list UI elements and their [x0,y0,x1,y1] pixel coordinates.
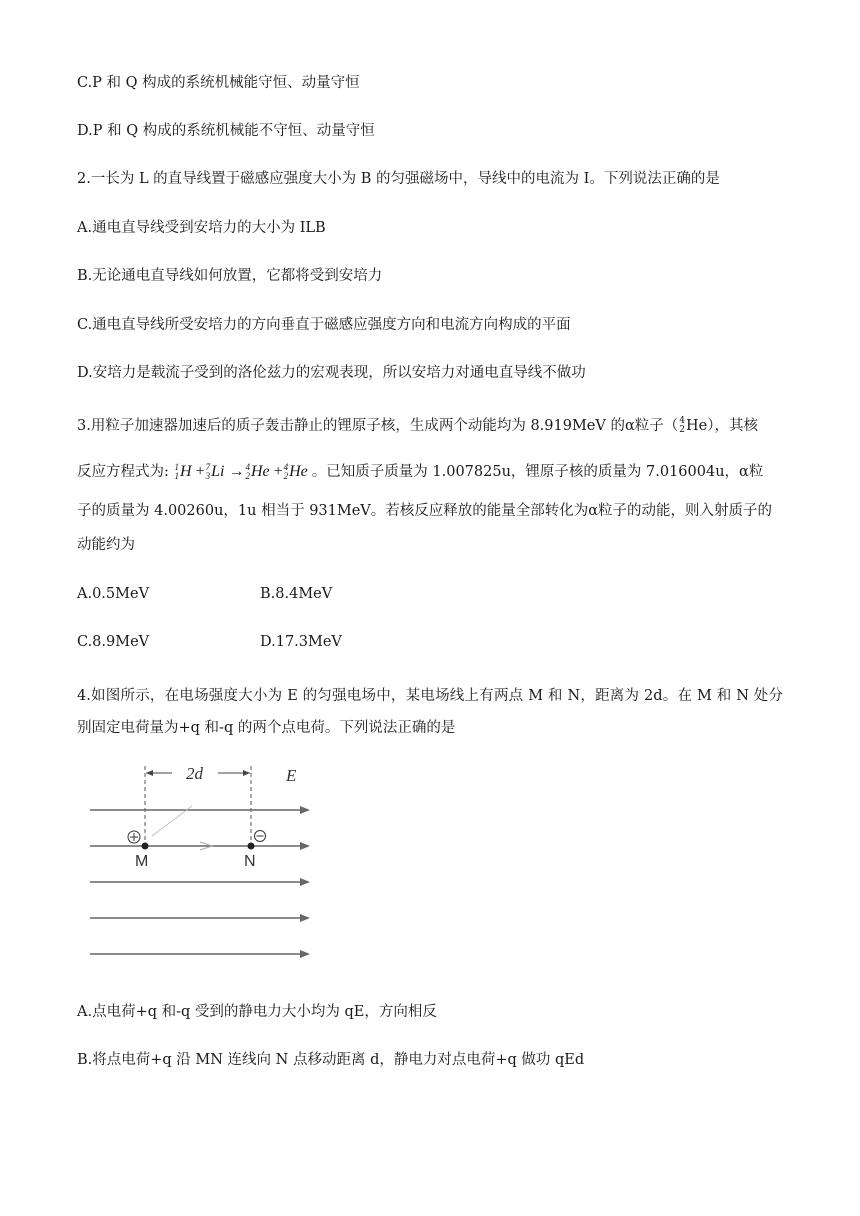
q4-option-b: B.将点电荷+q 沿 MN 连线向 N 点移动距离 d，静电力对点电荷+q 做功 qEd [77,1052,585,1068]
field-label: E [286,766,297,785]
q3-stem-line-3: 子的质量为 4.00260u，1u 相当于 931MeV。若核反应释放的能量全部转化为α粒子的动能，则入射质子的 [77,503,773,519]
point-m [142,843,149,850]
nuclear-equation: 1 1 H + 7 3 Li → 4 2 He + 4 2 He [174,462,308,482]
point-n-label: N [244,853,256,870]
q3-option-b: B.8.4MeV [260,586,333,602]
q3-stem-line-2 [77,462,763,482]
q3-stem-part-b: ），其核 [707,418,758,434]
electric-field-figure [82,756,322,966]
q2-option-d: D.安培力是载流子受到的洛伦兹力的宏观表现，所以安培力对通电直导线不做功 [77,365,586,381]
q3-stem-part-c: 。已知质子质量为 1.007825u，锂原子核的质量为 7.016004u，α粒 [311,464,764,480]
q1-option-c: C.P 和 Q 构成的系统机械能守恒、动量守恒 [77,75,360,91]
q4-stem: 4.如图所示，在电场强度大小为 E 的匀强电场中，某电场线上有两点 M 和 N，距离为 2d。在 M 和 N 处分别固定电荷量为+q 和-q 的两个点电荷。下列说法正确的是 [77,688,783,736]
q1-option-d: D.P 和 Q 构成的系统机械能不守恒、动量守恒 [77,123,375,139]
q3-option-a: A.0.5MeV [77,586,150,602]
q2-option-a: A.通电直导线受到安培力的大小为 ILB [77,220,326,236]
q3-option-c: C.8.9MeV [77,634,150,650]
q3-stem-part-a: 3.用粒子加速器加速后的质子轰击静止的锂原子核，生成两个动能均为 8.919MeV 的α粒子（ [77,418,679,434]
distance-label: 2d [186,764,203,783]
q3-equation-prefix: 反应方程式为: [77,464,169,480]
he-nuclide: 4 2 [679,416,685,435]
q2-option-b: B.无论通电直导线如何放置，它都将受到安培力 [77,268,383,284]
q3-stem-line-4: 动能约为 [77,537,135,553]
q3-stem-line-1 [77,416,758,436]
point-m-label: M [135,853,149,870]
q2-option-c: C.通电直导线所受安培力的方向垂直于磁感应强度方向和电流方向构成的平面 [77,317,571,333]
q4-option-a: A.点电荷+q 和-q 受到的静电力大小均为 qE，方向相反 [77,1004,437,1020]
q2-stem: 2.一长为 L 的直导线置于磁感应强度大小为 B 的匀强磁场中，导线中的电流为 I。下列说法正确的是 [77,171,720,187]
q3-option-d: D.17.3MeV [260,634,342,650]
point-n [248,843,255,850]
he-symbol: He [686,418,708,434]
